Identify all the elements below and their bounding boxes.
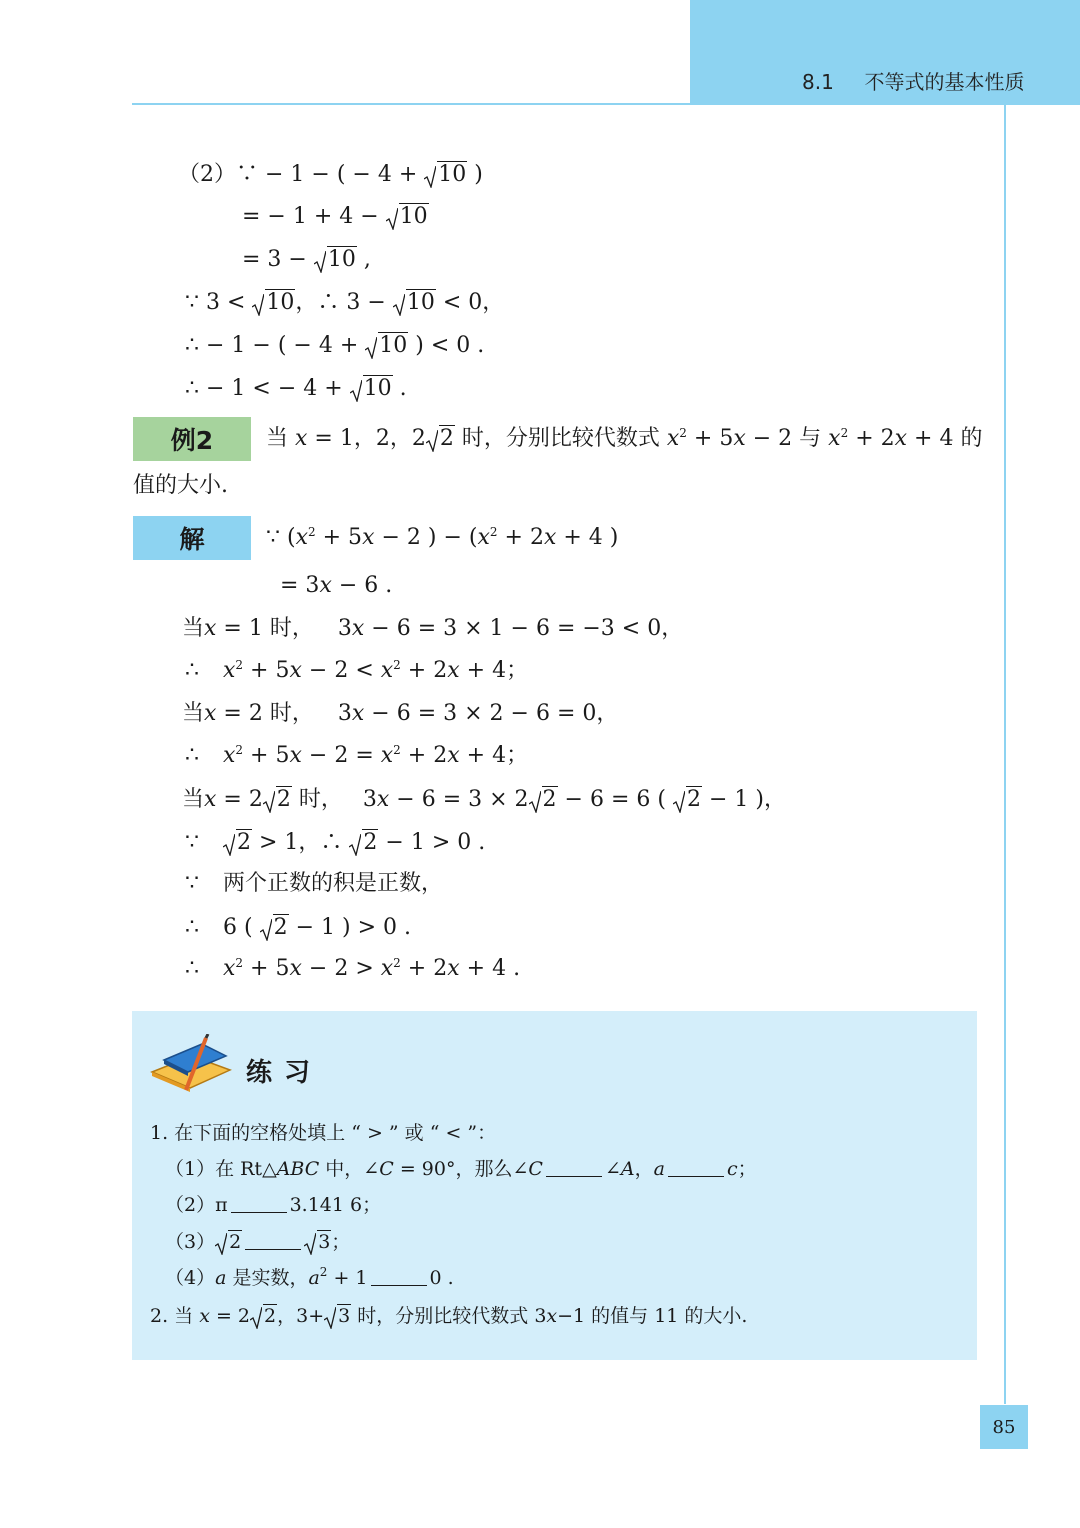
solution-line3: 当x = 1 时， 3x − 6 = 3 × 1 − 6 = −3 < 0， (182, 616, 684, 641)
exercise-q1: 1. 在下面的空格处填上 “ > ” 或 “ < ”： (150, 1122, 497, 1144)
solution-line6: ∴ $x^2 + 5x - 2 = x^2 + 2x + 4$； (185, 743, 529, 768)
section-title: 不等式的基本性质 (864, 70, 1025, 94)
solution-tag: 解 (133, 516, 251, 560)
part2-line3: = 3 − 10 , (242, 247, 371, 272)
solution-line1: ∵ ($x^2 + 5x - 2$ ) − ($x^2 + 2x + 4$ ) (266, 525, 619, 550)
header-rule (132, 103, 1080, 105)
solution-line10: ∴ 6 ( 2 − 1 ) > 0 . (185, 915, 411, 940)
part2-line2: = − 1 + 4 − 10 (242, 204, 428, 229)
exercise-q2: 2. 当 x = 2 2，3+ 3 时，分别比较代数式 3x−1 的值与 11 的大小. (150, 1305, 748, 1327)
exercise-title: 练习 (246, 1058, 323, 1088)
answer-blank[interactable] (245, 1231, 301, 1250)
solution-line5: 当x = 2 时， 3x − 6 = 3 × 2 − 6 = 0， (182, 701, 619, 726)
margin-rule (1004, 104, 1006, 1404)
exercise-q1-1: （1）在 Rt△ABC 中，∠C = 90°，那么∠C ∠A，a c； (165, 1158, 757, 1180)
part2-line5: ∴ − 1 − ( − 4 + 10 ) < 0 . (185, 333, 485, 358)
answer-blank[interactable] (546, 1158, 602, 1177)
answer-blank[interactable] (231, 1194, 287, 1213)
section-number: 8.1 (802, 70, 834, 94)
section-header (802, 66, 1025, 95)
part2-line1: （2）∵ − 1 − ( − 4 + 10 ) (178, 160, 483, 190)
example2-line1: 当 x = 1，2，2 2 时，分别比较代数式 $x^2 + 5x - 2$ 与 $x^2 + 2x + 4$ 的 (266, 426, 983, 451)
solution-line8: ∵ 2 > 1，∴ 2 − 1 > 0 . (185, 830, 486, 855)
example2-line2: 值的大小. (133, 473, 228, 498)
example-tag: 例2 (133, 417, 251, 461)
part2-line4: ∵ 3 < 10，∴ 3 − 10 < 0， (185, 290, 505, 315)
solution-line4: ∴ $x^2 + 5x - 2 < x^2 + 2x + 4$； (185, 658, 529, 683)
exercise-q1-4: （4）a 是实数，$a^2 + 1$ 0 . (165, 1265, 454, 1289)
solution-line2: = 3x − 6 . (280, 573, 393, 598)
solution-line9: ∵ 两个正数的积是正数， (185, 871, 444, 896)
answer-blank[interactable] (371, 1267, 427, 1286)
page-number: 85 (980, 1405, 1028, 1449)
sqrt: 10 (424, 160, 467, 190)
exercise-q1-2: （2）π 3.141 6； (165, 1194, 382, 1216)
solution-line11: ∴ $x^2 + 5x - 2 > x^2 + 2x + 4$ . (185, 956, 521, 981)
part2-line6: ∴ − 1 < − 4 + 10 . (185, 376, 407, 401)
book-pencil-icon (146, 1034, 234, 1096)
answer-blank[interactable] (668, 1158, 724, 1177)
exercise-q1-3: （3） 2 3； (165, 1231, 351, 1253)
solution-line7: 当x = 2 2 时， 3x − 6 = 3 × 2 2 − 6 = 6 ( 2 − 1 )， (182, 787, 786, 812)
